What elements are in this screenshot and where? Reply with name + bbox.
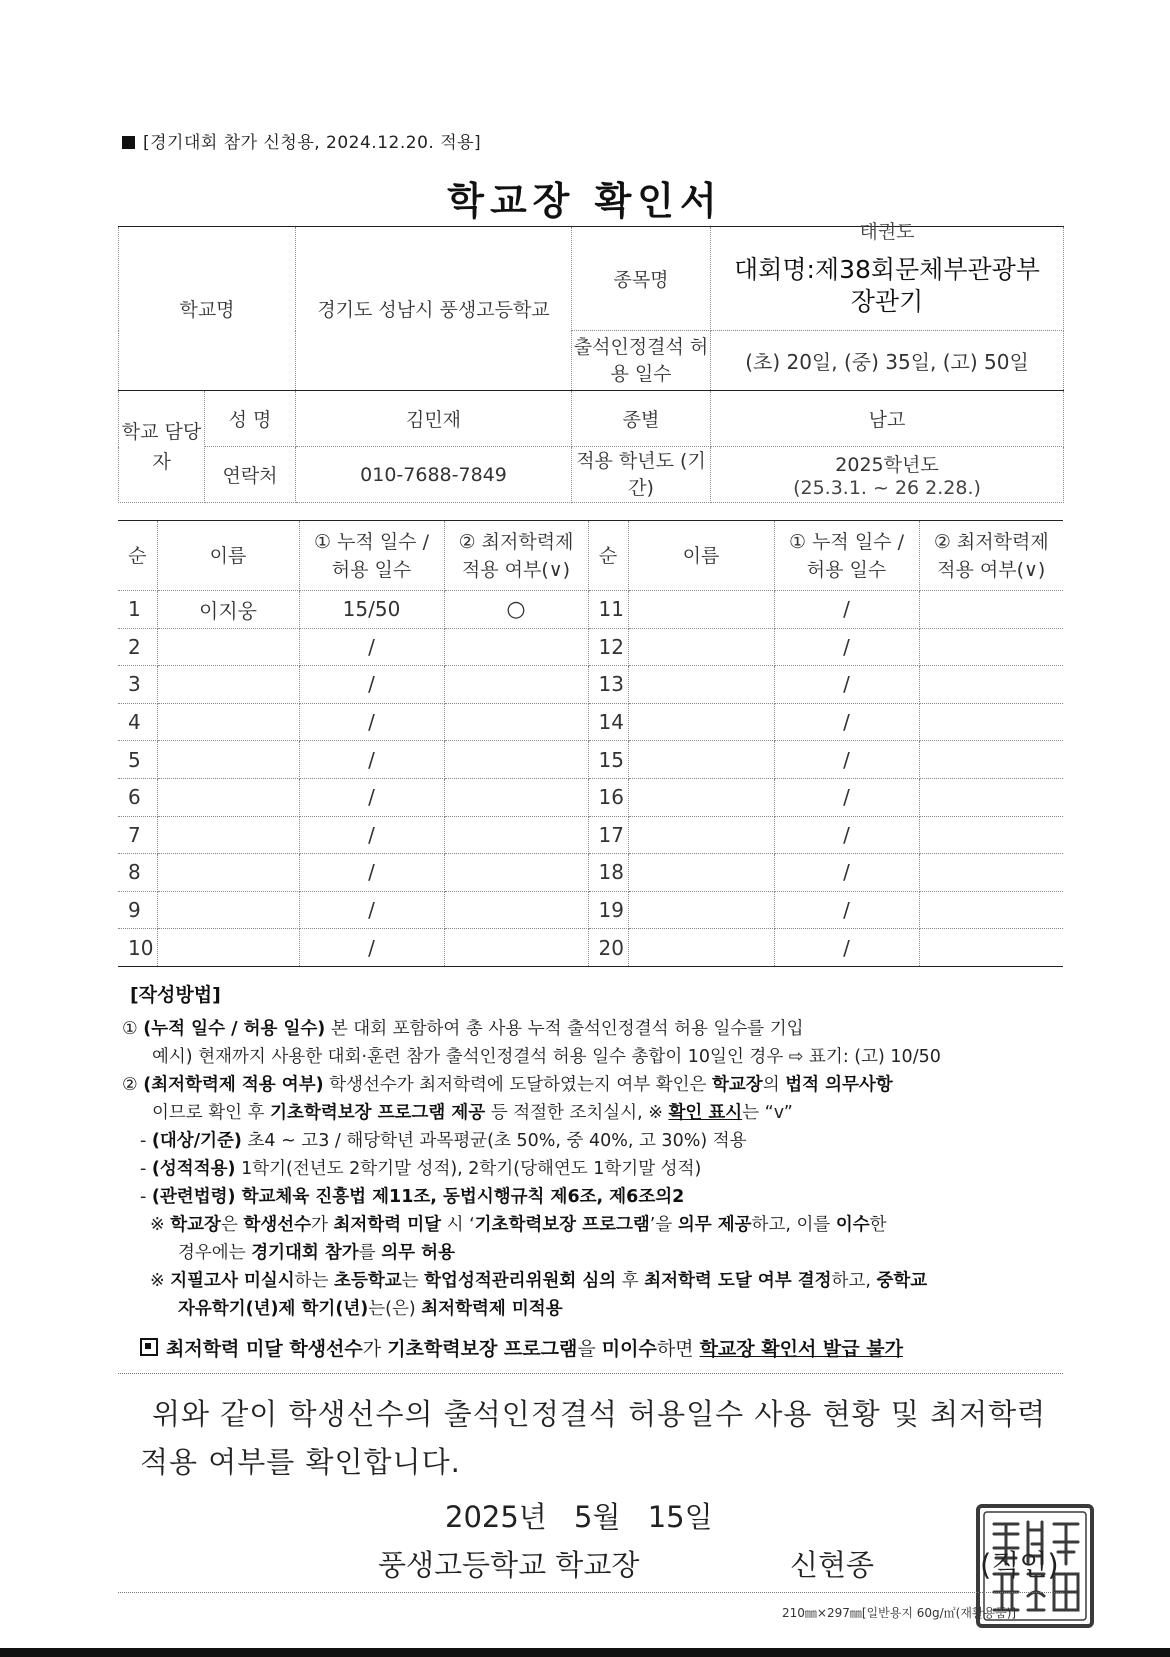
roster-days-cell: /: [299, 929, 444, 967]
roster-no-cell: 2: [118, 628, 157, 666]
table-row: [118, 816, 1063, 854]
roster-name-cell: [157, 891, 299, 929]
table-row: [118, 703, 1063, 741]
roster-days-cell: /: [774, 929, 919, 967]
roster-no-cell: 14: [588, 703, 628, 741]
roster-min-cell: [444, 929, 588, 967]
roster-name-cell: [628, 891, 774, 929]
header-no: 순: [118, 521, 157, 591]
roster-name-cell: 이지웅: [157, 591, 299, 629]
event-value: 태권도: [859, 221, 915, 243]
sign-school: 풍생고등학교 학교장: [378, 1548, 640, 1582]
roster-name-cell: [628, 628, 774, 666]
roster-name-cell: [628, 703, 774, 741]
roster-min-cell: ○: [444, 591, 588, 629]
roster-days-cell: /: [299, 703, 444, 741]
roster-days-cell: /: [299, 666, 444, 704]
roster-no-cell: 8: [118, 854, 157, 892]
phone-label: 연락처: [205, 447, 296, 503]
roster-no-cell: 6: [118, 778, 157, 816]
roster-name-cell: [628, 741, 774, 779]
roster-name-cell: [628, 929, 774, 967]
roster-no-cell: 12: [588, 628, 628, 666]
header-min: ② 최저학력제 적용 여부(∨): [444, 521, 588, 591]
instruction-note-2: ※ 지필고사 미실시하는 초등학교는 학업성적관리위원회 심의 후 최저학력 도달 여부 결정하고, 중학교: [150, 1271, 928, 1291]
roster-no-cell: 1: [118, 591, 157, 629]
divider: [118, 1373, 1063, 1374]
roster-days-cell: /: [299, 816, 444, 854]
phone-value: 010-7688-7849: [296, 447, 572, 503]
instruction-note-1: ※ 학교장은 학생선수가 최저학력 미달 시 ‘기초학력보장 프로그램’을 의무 제공하고, 이를 이수한: [150, 1215, 887, 1235]
instruction-line-1: ① (누적 일수 / 허용 일수) 본 대회 포함하여 총 사용 누적 출석인정결석 허용 일수를 기입: [122, 1019, 804, 1039]
name-value: 김민재: [296, 391, 572, 447]
roster-name-cell: [628, 816, 774, 854]
roster-days-cell: /: [299, 854, 444, 892]
table-row: [118, 591, 1063, 629]
school-label: 학교명: [119, 227, 296, 391]
roster-min-cell: [919, 778, 1063, 816]
header-min: ② 최저학력제 적용 여부(∨): [919, 521, 1063, 591]
header-days: ① 누적 일수 / 허용 일수: [299, 521, 444, 591]
roster-min-cell: [444, 666, 588, 704]
roster-no-cell: 19: [588, 891, 628, 929]
roster-days-cell: 15/50: [299, 591, 444, 629]
year-label: 적용 학년도 (기간): [572, 447, 711, 503]
header-no: 순: [588, 521, 628, 591]
roster-min-cell: [919, 591, 1063, 629]
competition-name: 대회명:제38회문체부관광부장관기: [734, 255, 1040, 316]
year-period: (25.3.1. ~ 26 2.28.): [793, 477, 981, 499]
instruction-line-2-cont: 이므로 확인 후 기초학력보장 프로그램 제공 등 적절한 조치실시, ※ 확인 표시는 “v”: [152, 1103, 793, 1123]
confirm-text-line-1: 위와 같이 학생선수의 출석인정결석 허용일수 사용 현황 및 최저학력: [152, 1397, 1047, 1431]
roster-min-cell: [444, 778, 588, 816]
instructions-title: [작성방법]: [130, 984, 221, 1006]
roster-min-cell: [919, 891, 1063, 929]
instruction-target: - (대상/기준) 초4 ~ 고3 / 해당학년 과목평균(초 50%, 중 40%, 고 30%) 적용: [140, 1131, 747, 1151]
roster-days-cell: /: [774, 891, 919, 929]
gender-value: 남고: [711, 391, 1064, 447]
roster-days-cell: /: [774, 854, 919, 892]
paper-spec: 210㎜×297㎜[일반용지 60g/㎡(재활용품)]: [782, 1606, 1017, 1620]
table-row: [118, 628, 1063, 666]
black-square-icon: [122, 136, 135, 149]
roster-no-cell: 20: [588, 929, 628, 967]
roster-no-cell: 11: [588, 591, 628, 629]
roster-days-cell: /: [774, 741, 919, 779]
warning-line: 최저학력 미달 학생선수가 기초학력보장 프로그램을 미이수하면 학교장 확인서 발급 불가: [140, 1335, 903, 1363]
divider: [118, 1592, 1063, 1593]
roster-no-cell: 5: [118, 741, 157, 779]
roster-days-cell: /: [299, 741, 444, 779]
roster-min-cell: [444, 816, 588, 854]
roster-no-cell: 9: [118, 891, 157, 929]
roster-no-cell: 13: [588, 666, 628, 704]
gender-label: 종별: [572, 391, 711, 447]
arrow-box-icon: [140, 1338, 158, 1356]
table-row: [118, 854, 1063, 892]
instruction-law: - (관련법령) 학교체육 진흥법 제11조, 동법시행규칙 제6조, 제6조의2: [140, 1187, 685, 1207]
name-label: 성 명: [205, 391, 296, 447]
roster-name-cell: [157, 628, 299, 666]
roster-min-cell: [444, 703, 588, 741]
document-title: 학교장 확인서: [447, 179, 723, 223]
roster-min-cell: [919, 816, 1063, 854]
roster-header-row: [118, 521, 1063, 591]
roster-no-cell: 10: [118, 929, 157, 967]
roster-days-cell: /: [774, 703, 919, 741]
roster-name-cell: [157, 854, 299, 892]
header-days: ① 누적 일수 / 허용 일수: [774, 521, 919, 591]
confirm-text-line-2: 적용 여부를 확인합니다.: [140, 1445, 461, 1479]
roster-min-cell: [444, 854, 588, 892]
roster-min-cell: [444, 891, 588, 929]
roster-no-cell: 15: [588, 741, 628, 779]
roster-name-cell: [157, 741, 299, 779]
roster-days-cell: /: [774, 591, 919, 629]
roster-min-cell: [444, 628, 588, 666]
event-cell: [711, 221, 1064, 331]
roster-days-cell: /: [299, 628, 444, 666]
table-row: [118, 891, 1063, 929]
roster-name-cell: [157, 778, 299, 816]
roster-min-cell: [919, 628, 1063, 666]
roster-name-cell: [628, 854, 774, 892]
roster-name-cell: [628, 778, 774, 816]
roster-no-cell: 3: [118, 666, 157, 704]
document-tag: [경기대회 참가 신청용, 2024.12.20. 적용]: [122, 128, 481, 153]
instruction-line-1-example: 예시) 현재까지 사용한 대회·훈련 참가 출석인정결석 허용 일수 총합이 10일인 경우 ⇨ 표기: (고) 10/50: [152, 1047, 941, 1067]
roster-no-cell: 4: [118, 703, 157, 741]
roster-min-cell: [919, 741, 1063, 779]
roster-min-cell: [919, 703, 1063, 741]
instruction-note-1-cont: 경우에는 경기대회 참가를 의무 허용: [178, 1243, 455, 1263]
scan-edge-bar: [0, 1648, 1170, 1657]
roster-days-cell: /: [299, 778, 444, 816]
roster-table: [118, 520, 1063, 967]
table-row: [118, 778, 1063, 816]
year-value: 2025학년도: [835, 454, 939, 476]
instruction-line-2: ② (최저학력제 적용 여부) 학생선수가 최저학력에 도달하였는지 여부 확인은 학교장의 법적 의무사항: [122, 1075, 893, 1095]
roster-min-cell: [919, 929, 1063, 967]
roster-name-cell: [628, 591, 774, 629]
roster-name-cell: [157, 816, 299, 854]
header-name: 이름: [157, 521, 299, 591]
roster-days-cell: /: [774, 666, 919, 704]
header-name: 이름: [628, 521, 774, 591]
roster-days-cell: /: [774, 816, 919, 854]
event-label: 종목명: [572, 227, 711, 331]
seal-label: (직인): [980, 1548, 1059, 1582]
absence-value: (초) 20일, (중) 35일, (고) 50일: [711, 331, 1064, 391]
roster-days-cell: /: [774, 778, 919, 816]
info-table: [118, 221, 1064, 503]
roster-name-cell: [157, 703, 299, 741]
table-row: [118, 666, 1063, 704]
instruction-grades: - (성적적용) 1학기(전년도 2학기말 성적), 2학기(당해연도 1학기말 성적): [140, 1159, 702, 1179]
roster-no-cell: 17: [588, 816, 628, 854]
roster-days-cell: /: [774, 628, 919, 666]
table-row: [118, 929, 1063, 967]
instruction-note-2-cont: 자유학기(년)제 학기(년)는(은) 최저학력제 미적용: [178, 1299, 563, 1319]
roster-name-cell: [157, 666, 299, 704]
school-value: 경기도 성남시 풍생고등학교: [296, 227, 572, 391]
roster-days-cell: /: [299, 891, 444, 929]
sign-date: 2025년 5월 15일: [445, 1500, 713, 1534]
roster-min-cell: [444, 741, 588, 779]
roster-no-cell: 16: [588, 778, 628, 816]
roster-min-cell: [919, 854, 1063, 892]
roster-no-cell: 18: [588, 854, 628, 892]
roster-name-cell: [157, 929, 299, 967]
roster-min-cell: [919, 666, 1063, 704]
principal-name: 신현종: [790, 1548, 875, 1582]
absence-label: 출석인정결석 허용 일수: [572, 331, 711, 391]
year-cell: [711, 447, 1064, 503]
roster-no-cell: 7: [118, 816, 157, 854]
contact-group-label: 학교 담당자: [119, 391, 205, 503]
roster-body: [118, 591, 1063, 967]
table-row: [118, 741, 1063, 779]
roster-name-cell: [628, 666, 774, 704]
